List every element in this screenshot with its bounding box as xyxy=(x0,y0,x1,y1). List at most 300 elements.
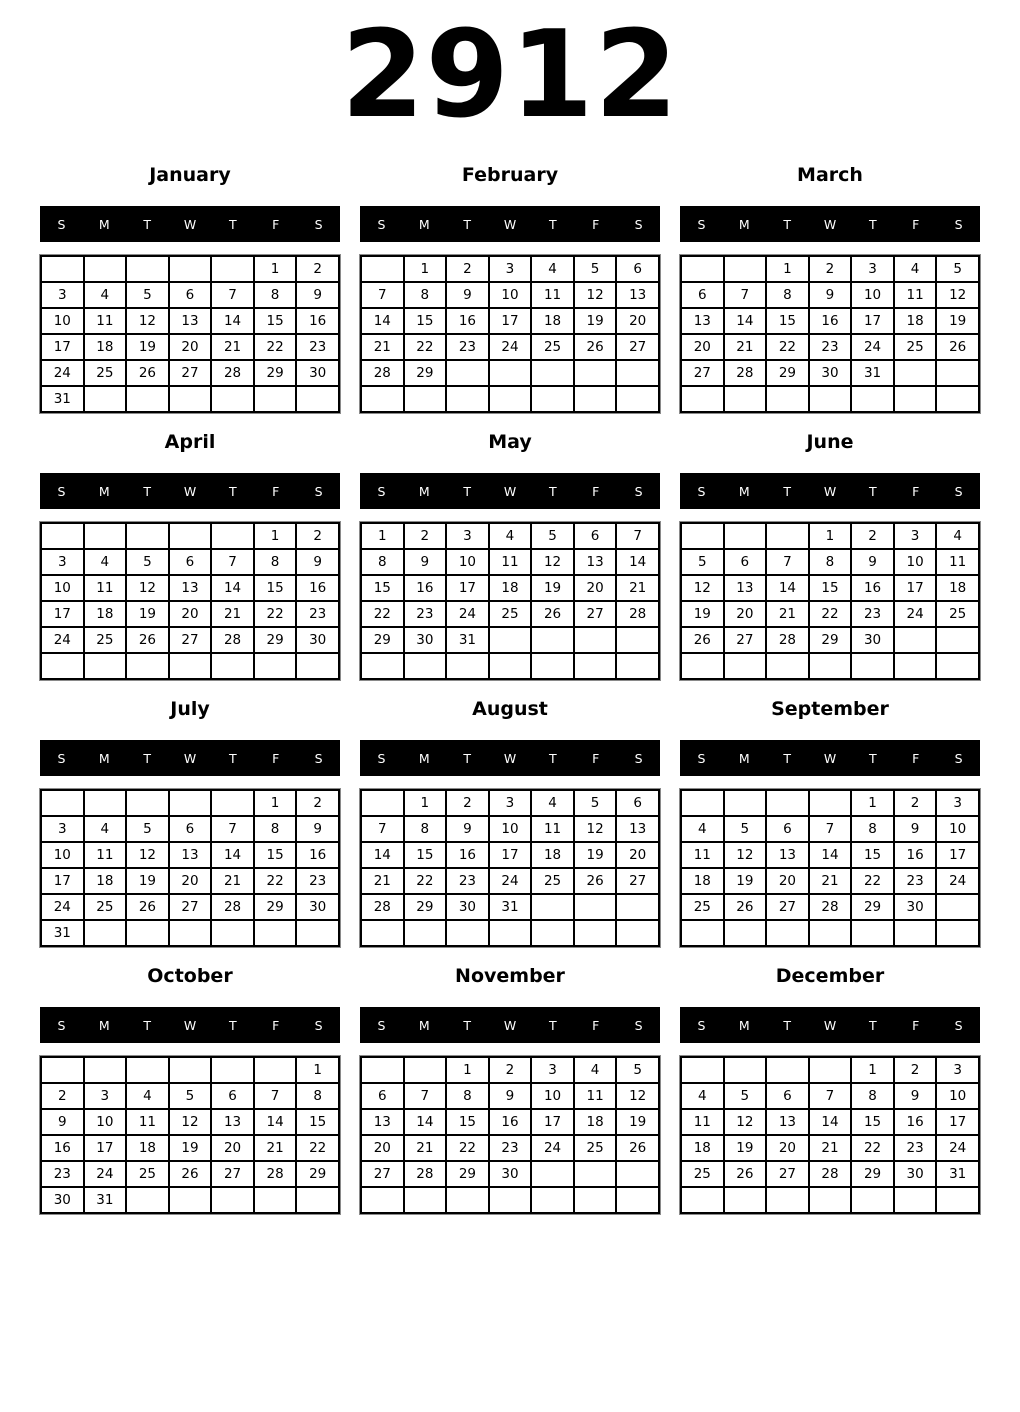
empty-day-cell xyxy=(254,653,297,679)
day-cell: 22 xyxy=(851,1135,894,1161)
day-cell: 11 xyxy=(681,842,724,868)
month-grid xyxy=(360,1056,660,1214)
day-cell: 8 xyxy=(254,816,297,842)
day-cell: 8 xyxy=(296,1083,339,1109)
day-cell: 31 xyxy=(84,1187,127,1213)
day-cell: 13 xyxy=(169,308,212,334)
empty-day-cell xyxy=(126,523,169,549)
weekday-label: T xyxy=(143,216,151,232)
day-cell: 19 xyxy=(126,334,169,360)
day-cell: 13 xyxy=(616,282,659,308)
day-cell: 24 xyxy=(84,1161,127,1187)
empty-day-cell xyxy=(296,386,339,412)
empty-day-cell xyxy=(211,790,254,816)
day-cell: 10 xyxy=(41,575,84,601)
day-cell: 3 xyxy=(41,282,84,308)
week-row xyxy=(681,627,979,653)
empty-day-cell xyxy=(446,386,489,412)
day-cell: 28 xyxy=(766,627,809,653)
day-cell: 2 xyxy=(296,523,339,549)
day-cell: 20 xyxy=(681,334,724,360)
empty-day-cell xyxy=(724,920,767,946)
day-cell: 12 xyxy=(531,549,574,575)
day-cell: 15 xyxy=(404,308,447,334)
empty-day-cell xyxy=(361,653,404,679)
day-cell: 23 xyxy=(809,334,852,360)
empty-day-cell xyxy=(616,360,659,386)
day-cell: 17 xyxy=(41,601,84,627)
weekday-label: T xyxy=(549,216,557,232)
weekday-header-row xyxy=(40,740,340,776)
empty-day-cell xyxy=(169,1187,212,1213)
weekday-label: F xyxy=(912,750,920,766)
day-cell: 31 xyxy=(446,627,489,653)
day-cell: 9 xyxy=(851,549,894,575)
day-cell: 17 xyxy=(936,842,979,868)
day-cell: 13 xyxy=(616,816,659,842)
empty-day-cell xyxy=(936,386,979,412)
day-cell: 9 xyxy=(41,1109,84,1135)
week-row xyxy=(361,894,659,920)
weekday-label: S xyxy=(57,483,66,499)
day-cell: 15 xyxy=(296,1109,339,1135)
day-cell: 5 xyxy=(126,816,169,842)
day-cell: 13 xyxy=(574,549,617,575)
day-cell: 15 xyxy=(446,1109,489,1135)
day-cell: 18 xyxy=(126,1135,169,1161)
day-cell: 28 xyxy=(211,894,254,920)
day-cell: 31 xyxy=(41,386,84,412)
weekday-label: T xyxy=(783,1017,791,1033)
month-title: February xyxy=(461,164,559,186)
empty-day-cell xyxy=(531,653,574,679)
empty-day-cell xyxy=(809,1057,852,1083)
day-cell: 6 xyxy=(681,282,724,308)
empty-day-cell xyxy=(766,1187,809,1213)
day-cell: 5 xyxy=(531,523,574,549)
day-cell: 4 xyxy=(681,816,724,842)
day-cell: 5 xyxy=(169,1083,212,1109)
day-cell: 29 xyxy=(404,360,447,386)
empty-day-cell xyxy=(616,386,659,412)
empty-day-cell xyxy=(211,1187,254,1213)
month-grid xyxy=(40,522,340,680)
day-cell: 21 xyxy=(254,1135,297,1161)
day-cell: 22 xyxy=(851,868,894,894)
day-cell: 11 xyxy=(489,549,532,575)
empty-day-cell xyxy=(531,1161,574,1187)
weekday-label: M xyxy=(418,216,430,232)
empty-day-cell xyxy=(936,653,979,679)
day-cell: 2 xyxy=(404,523,447,549)
day-cell: 2 xyxy=(446,256,489,282)
day-cell: 26 xyxy=(616,1135,659,1161)
month-title: April xyxy=(164,431,216,453)
day-cell: 26 xyxy=(681,627,724,653)
weekday-label: T xyxy=(869,1017,877,1033)
day-cell: 20 xyxy=(211,1135,254,1161)
empty-day-cell xyxy=(489,360,532,386)
day-cell: 27 xyxy=(169,894,212,920)
day-cell: 4 xyxy=(531,256,574,282)
empty-day-cell xyxy=(126,790,169,816)
day-cell: 30 xyxy=(851,627,894,653)
week-row xyxy=(361,360,659,386)
weekday-label: S xyxy=(314,216,323,232)
day-cell: 3 xyxy=(489,256,532,282)
day-cell: 18 xyxy=(681,868,724,894)
day-cell: 25 xyxy=(681,894,724,920)
day-cell: 28 xyxy=(404,1161,447,1187)
day-cell: 13 xyxy=(681,308,724,334)
empty-day-cell xyxy=(489,627,532,653)
empty-day-cell xyxy=(254,1057,297,1083)
day-cell: 24 xyxy=(446,601,489,627)
day-cell: 1 xyxy=(361,523,404,549)
day-cell: 29 xyxy=(809,627,852,653)
month-title: September xyxy=(771,698,889,720)
day-cell: 28 xyxy=(361,894,404,920)
day-cell: 5 xyxy=(681,549,724,575)
day-cell: 18 xyxy=(894,308,937,334)
empty-day-cell xyxy=(254,920,297,946)
day-cell: 12 xyxy=(126,308,169,334)
year-title: 2912 xyxy=(341,6,679,145)
day-cell: 10 xyxy=(41,308,84,334)
weekday-label: T xyxy=(869,216,877,232)
weekday-label: T xyxy=(229,1017,237,1033)
day-cell: 27 xyxy=(766,1161,809,1187)
empty-day-cell xyxy=(894,627,937,653)
month-title: August xyxy=(472,698,548,720)
day-cell: 23 xyxy=(296,601,339,627)
day-cell: 14 xyxy=(766,575,809,601)
empty-day-cell xyxy=(766,920,809,946)
day-cell: 17 xyxy=(894,575,937,601)
weekday-label: W xyxy=(823,1017,837,1033)
day-cell: 12 xyxy=(574,816,617,842)
empty-day-cell xyxy=(531,920,574,946)
day-cell: 9 xyxy=(296,549,339,575)
day-cell: 15 xyxy=(254,308,297,334)
weekday-label: T xyxy=(549,483,557,499)
day-cell: 2 xyxy=(41,1083,84,1109)
empty-day-cell xyxy=(361,256,404,282)
day-cell: 23 xyxy=(489,1135,532,1161)
day-cell: 26 xyxy=(169,1161,212,1187)
day-cell: 19 xyxy=(126,601,169,627)
empty-day-cell xyxy=(41,653,84,679)
week-row xyxy=(681,1187,979,1213)
month-grid xyxy=(680,789,980,947)
weekday-label: S xyxy=(634,216,643,232)
week-row xyxy=(361,601,659,627)
weekday-label: W xyxy=(183,750,197,766)
month-block xyxy=(680,430,980,680)
day-cell: 14 xyxy=(211,842,254,868)
day-cell: 19 xyxy=(681,601,724,627)
month-title: July xyxy=(170,698,210,720)
empty-day-cell xyxy=(361,1187,404,1213)
day-cell: 16 xyxy=(446,308,489,334)
day-cell: 15 xyxy=(254,842,297,868)
day-cell: 14 xyxy=(361,308,404,334)
day-cell: 16 xyxy=(894,842,937,868)
empty-day-cell xyxy=(296,653,339,679)
day-cell: 19 xyxy=(616,1109,659,1135)
day-cell: 4 xyxy=(681,1083,724,1109)
day-cell: 13 xyxy=(724,575,767,601)
day-cell: 14 xyxy=(361,842,404,868)
day-cell: 23 xyxy=(446,334,489,360)
empty-day-cell xyxy=(169,386,212,412)
empty-day-cell xyxy=(766,653,809,679)
day-cell: 22 xyxy=(766,334,809,360)
week-row xyxy=(41,894,339,920)
day-cell: 23 xyxy=(851,601,894,627)
day-cell: 1 xyxy=(254,256,297,282)
empty-day-cell xyxy=(681,256,724,282)
day-cell: 27 xyxy=(616,868,659,894)
week-row xyxy=(361,523,659,549)
day-cell: 20 xyxy=(169,868,212,894)
day-cell: 1 xyxy=(254,790,297,816)
week-row xyxy=(41,1135,339,1161)
week-row xyxy=(681,1161,979,1187)
empty-day-cell xyxy=(489,653,532,679)
empty-day-cell xyxy=(211,523,254,549)
weekday-label: W xyxy=(503,750,517,766)
day-cell: 29 xyxy=(446,1161,489,1187)
empty-day-cell xyxy=(361,790,404,816)
day-cell: 3 xyxy=(489,790,532,816)
day-cell: 21 xyxy=(766,601,809,627)
day-cell: 2 xyxy=(851,523,894,549)
day-cell: 19 xyxy=(936,308,979,334)
day-cell: 24 xyxy=(894,601,937,627)
weekday-label: M xyxy=(738,216,750,232)
month-grid xyxy=(40,1056,340,1214)
day-cell: 20 xyxy=(766,1135,809,1161)
day-cell: 9 xyxy=(296,816,339,842)
weekday-label: M xyxy=(98,216,110,232)
weekday-label: S xyxy=(634,750,643,766)
weekday-label: S xyxy=(954,483,963,499)
day-cell: 31 xyxy=(41,920,84,946)
day-cell: 1 xyxy=(446,1057,489,1083)
weekday-label: T xyxy=(783,483,791,499)
weekday-label: S xyxy=(697,1017,706,1033)
day-cell: 2 xyxy=(446,790,489,816)
weekday-label: F xyxy=(592,750,600,766)
day-cell: 28 xyxy=(211,360,254,386)
empty-day-cell xyxy=(361,920,404,946)
week-row xyxy=(361,868,659,894)
week-row xyxy=(681,1135,979,1161)
day-cell: 11 xyxy=(84,308,127,334)
day-cell: 15 xyxy=(809,575,852,601)
weekday-label: T xyxy=(783,750,791,766)
week-row xyxy=(361,308,659,334)
empty-day-cell xyxy=(296,1187,339,1213)
week-row xyxy=(361,256,659,282)
day-cell: 12 xyxy=(574,282,617,308)
week-row xyxy=(361,1057,659,1083)
empty-day-cell xyxy=(574,1161,617,1187)
day-cell: 10 xyxy=(489,816,532,842)
day-cell: 24 xyxy=(936,868,979,894)
day-cell: 12 xyxy=(169,1109,212,1135)
day-cell: 4 xyxy=(489,523,532,549)
day-cell: 5 xyxy=(724,816,767,842)
day-cell: 14 xyxy=(809,842,852,868)
month-title: March xyxy=(797,164,863,186)
week-row xyxy=(681,601,979,627)
week-row xyxy=(361,1135,659,1161)
day-cell: 2 xyxy=(296,790,339,816)
empty-day-cell xyxy=(126,1057,169,1083)
month-grid xyxy=(360,255,660,413)
day-cell: 26 xyxy=(574,868,617,894)
week-row xyxy=(361,575,659,601)
empty-day-cell xyxy=(446,653,489,679)
day-cell: 22 xyxy=(809,601,852,627)
day-cell: 19 xyxy=(169,1135,212,1161)
day-cell: 9 xyxy=(894,1083,937,1109)
day-cell: 25 xyxy=(489,601,532,627)
day-cell: 18 xyxy=(531,308,574,334)
day-cell: 12 xyxy=(724,1109,767,1135)
month-grid xyxy=(680,1056,980,1214)
day-cell: 7 xyxy=(766,549,809,575)
day-cell: 19 xyxy=(574,308,617,334)
day-cell: 23 xyxy=(41,1161,84,1187)
month-block xyxy=(360,430,660,680)
month-block xyxy=(360,697,660,947)
day-cell: 5 xyxy=(126,549,169,575)
day-cell: 6 xyxy=(766,1083,809,1109)
day-cell: 19 xyxy=(724,1135,767,1161)
week-row xyxy=(361,334,659,360)
weekday-label: S xyxy=(697,483,706,499)
weekday-label: T xyxy=(549,1017,557,1033)
week-row xyxy=(41,256,339,282)
day-cell: 17 xyxy=(446,575,489,601)
day-cell: 11 xyxy=(84,842,127,868)
weekday-label: T xyxy=(229,483,237,499)
day-cell: 20 xyxy=(169,601,212,627)
weekday-label: T xyxy=(229,750,237,766)
week-row xyxy=(41,920,339,946)
day-cell: 18 xyxy=(681,1135,724,1161)
weekday-label: W xyxy=(183,1017,197,1033)
day-cell: 21 xyxy=(361,334,404,360)
month-grid xyxy=(680,255,980,413)
day-cell: 23 xyxy=(894,868,937,894)
empty-day-cell xyxy=(41,523,84,549)
weekday-header-row xyxy=(360,206,660,242)
weekday-label: F xyxy=(272,750,280,766)
day-cell: 30 xyxy=(446,894,489,920)
day-cell: 19 xyxy=(724,868,767,894)
empty-day-cell xyxy=(936,360,979,386)
week-row xyxy=(681,334,979,360)
day-cell: 13 xyxy=(169,842,212,868)
day-cell: 23 xyxy=(404,601,447,627)
weekday-label: S xyxy=(697,216,706,232)
day-cell: 18 xyxy=(84,868,127,894)
day-cell: 10 xyxy=(41,842,84,868)
empty-day-cell xyxy=(766,1057,809,1083)
empty-day-cell xyxy=(446,360,489,386)
day-cell: 20 xyxy=(616,308,659,334)
weekday-label: W xyxy=(823,750,837,766)
day-cell: 24 xyxy=(41,627,84,653)
empty-day-cell xyxy=(296,920,339,946)
weekday-label: M xyxy=(738,1017,750,1033)
month-grid xyxy=(40,255,340,413)
empty-day-cell xyxy=(84,1057,127,1083)
day-cell: 18 xyxy=(84,334,127,360)
weekday-label: M xyxy=(418,750,430,766)
day-cell: 9 xyxy=(446,816,489,842)
weekday-label: W xyxy=(503,1017,517,1033)
day-cell: 17 xyxy=(936,1109,979,1135)
week-row xyxy=(681,653,979,679)
weekday-label: T xyxy=(869,750,877,766)
day-cell: 29 xyxy=(766,360,809,386)
empty-day-cell xyxy=(681,920,724,946)
day-cell: 22 xyxy=(361,601,404,627)
empty-day-cell xyxy=(211,1057,254,1083)
empty-day-cell xyxy=(169,653,212,679)
day-cell: 29 xyxy=(254,627,297,653)
day-cell: 1 xyxy=(404,256,447,282)
weekday-label: F xyxy=(272,1017,280,1033)
day-cell: 30 xyxy=(404,627,447,653)
day-cell: 10 xyxy=(936,816,979,842)
month-title: June xyxy=(806,431,854,453)
day-cell: 6 xyxy=(724,549,767,575)
day-cell: 3 xyxy=(84,1083,127,1109)
day-cell: 30 xyxy=(296,627,339,653)
day-cell: 4 xyxy=(84,282,127,308)
day-cell: 6 xyxy=(574,523,617,549)
weekday-label: T xyxy=(229,216,237,232)
empty-day-cell xyxy=(724,386,767,412)
empty-day-cell xyxy=(894,386,937,412)
day-cell: 7 xyxy=(404,1083,447,1109)
day-cell: 10 xyxy=(851,282,894,308)
week-row xyxy=(41,549,339,575)
day-cell: 3 xyxy=(851,256,894,282)
day-cell: 21 xyxy=(616,575,659,601)
day-cell: 10 xyxy=(936,1083,979,1109)
empty-day-cell xyxy=(211,256,254,282)
week-row xyxy=(681,790,979,816)
empty-day-cell xyxy=(404,1187,447,1213)
month-grid xyxy=(360,522,660,680)
weekday-label: M xyxy=(738,483,750,499)
weekday-label: M xyxy=(98,1017,110,1033)
day-cell: 30 xyxy=(296,360,339,386)
month-title: May xyxy=(488,431,532,453)
day-cell: 8 xyxy=(254,282,297,308)
weekday-label: F xyxy=(912,216,920,232)
empty-day-cell xyxy=(574,894,617,920)
day-cell: 28 xyxy=(361,360,404,386)
day-cell: 29 xyxy=(851,894,894,920)
